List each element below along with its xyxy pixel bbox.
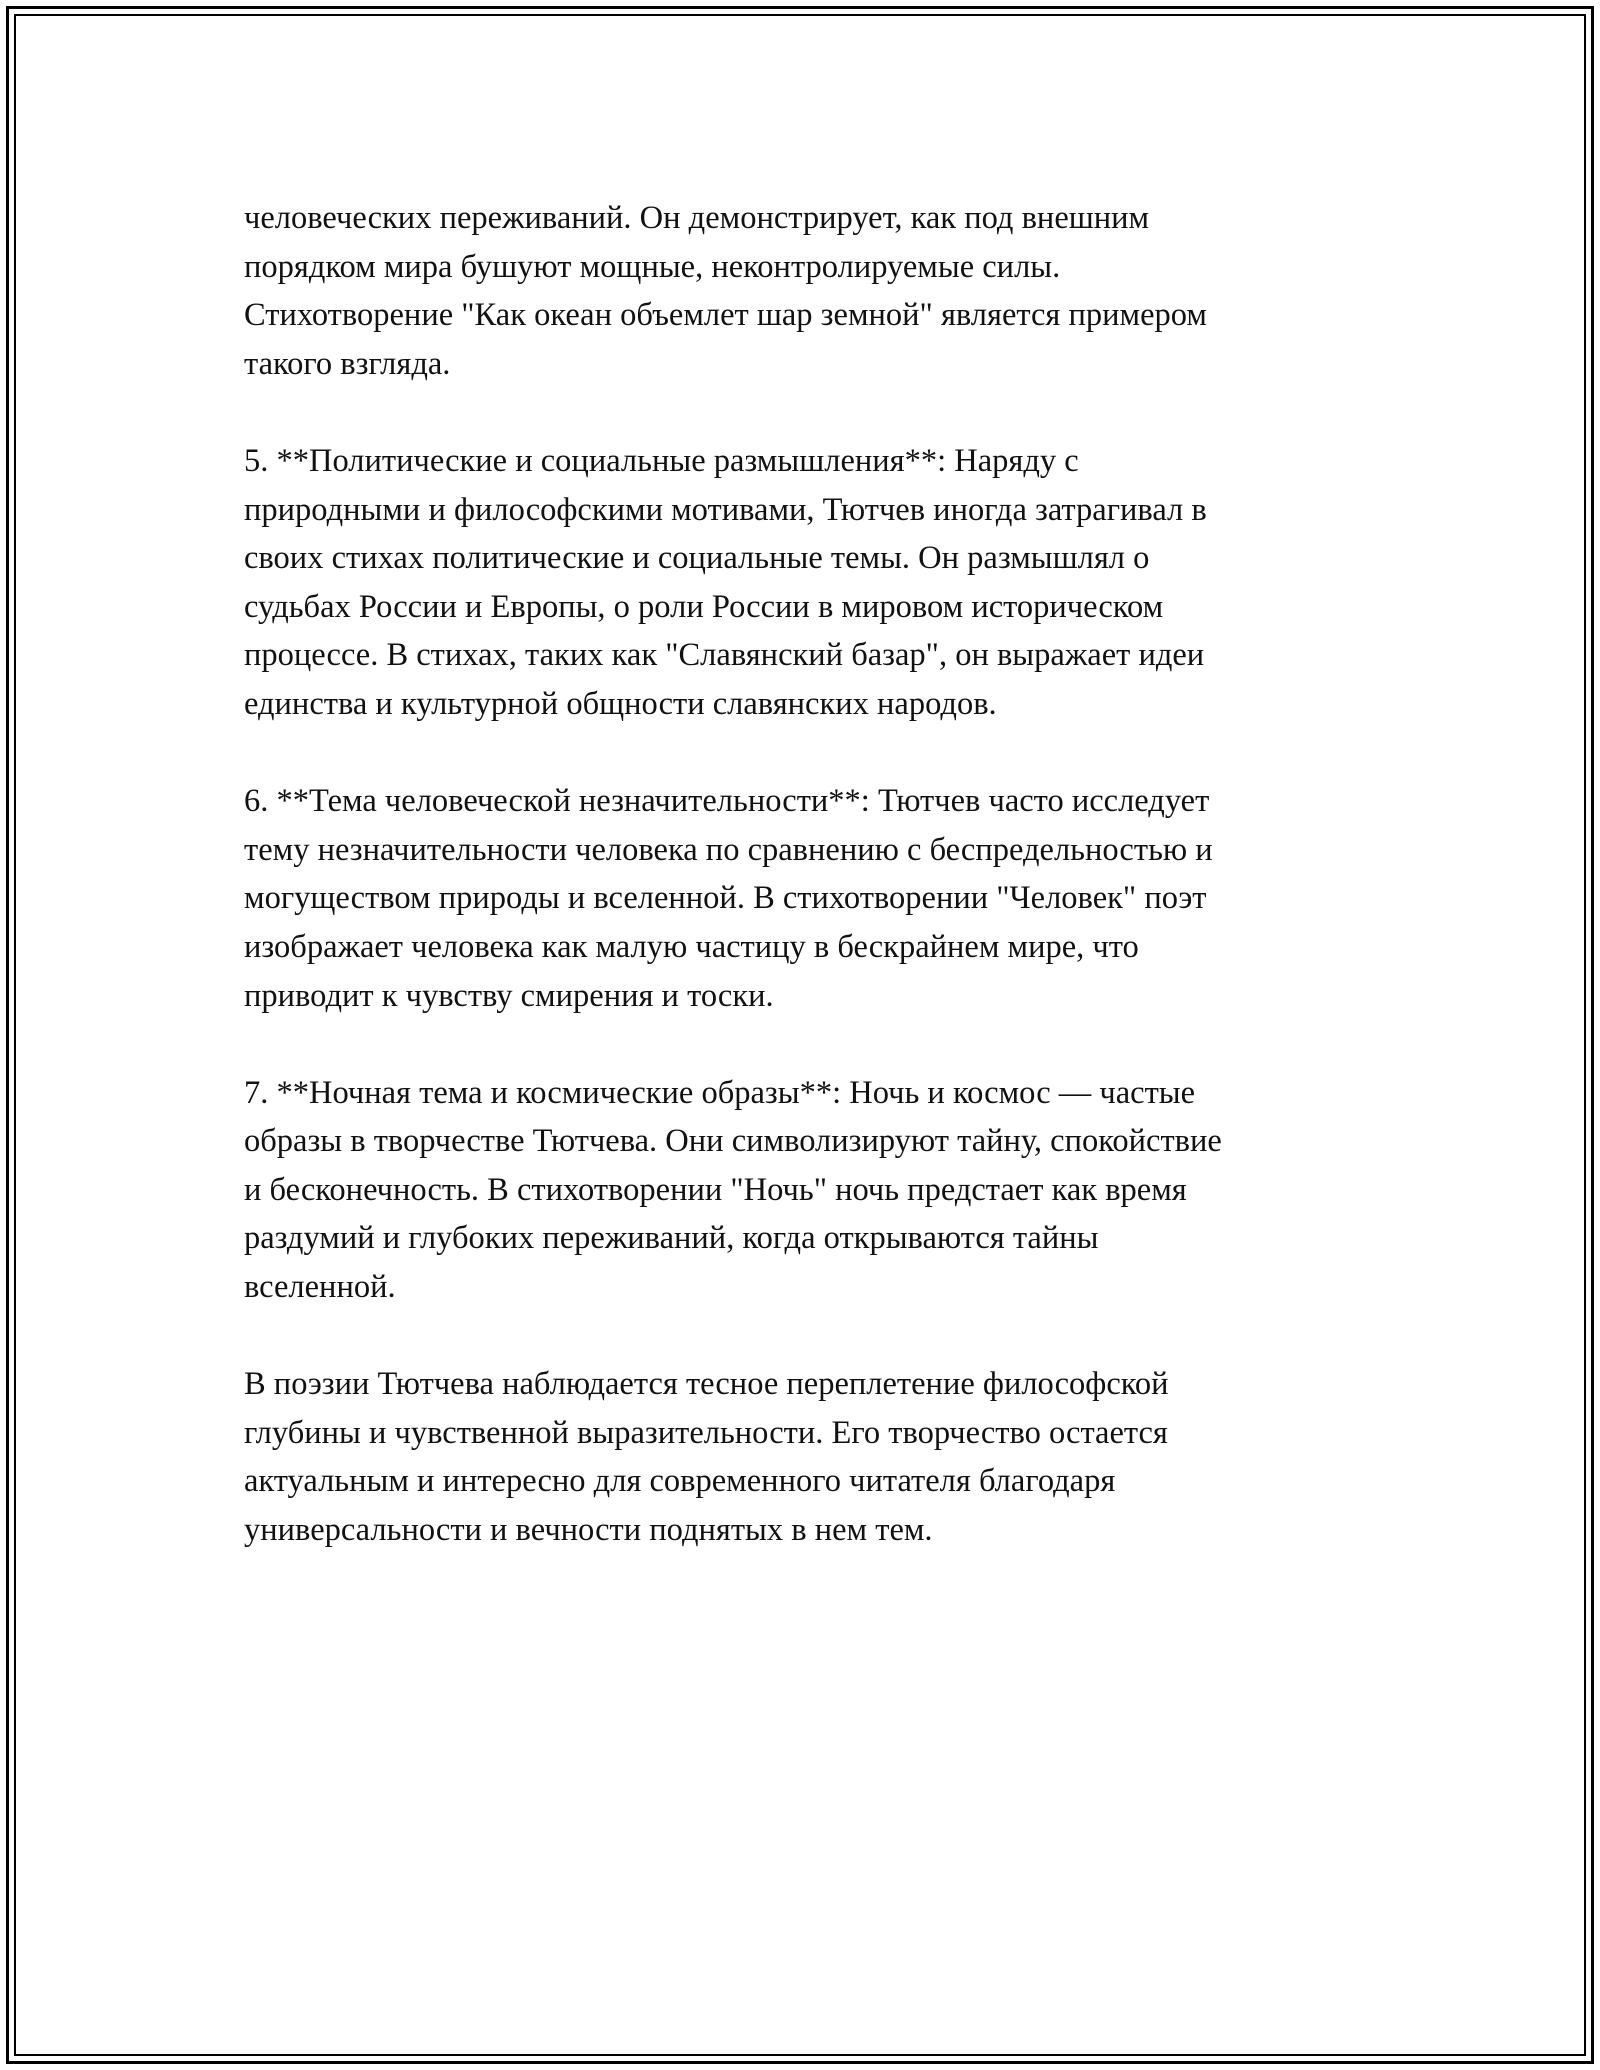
text-line: судьбах России и Европы, о роли России в мировом историческом bbox=[244, 588, 1164, 625]
text-line: порядком мира бушуют мощные, неконтролируемые силы. bbox=[244, 248, 1061, 285]
text-line: приводит к чувству смирения и тоски. bbox=[244, 977, 774, 1014]
text-line: Стихотворение "Как океан объемлет шар земной" является примером bbox=[244, 297, 1207, 334]
text-line: 5. **Политические и социальные размышления**: Наряду с bbox=[244, 442, 1079, 479]
text-line: универсальности и вечности поднятых в нем тем. bbox=[244, 1512, 933, 1549]
text-line: тему незначительности человека по сравнению с беспредельностью и bbox=[244, 831, 1213, 868]
text-line: такого взгляда. bbox=[244, 345, 451, 382]
text-line: единства и культурной общности славянских народов. bbox=[244, 685, 997, 722]
text-line: могуществом природы и вселенной. В стихотворении "Человек" поэт bbox=[244, 880, 1207, 917]
paragraph-continuation bbox=[244, 194, 1384, 388]
text-line: человеческих переживаний. Он демонстрирует, как под внешним bbox=[244, 200, 1150, 236]
text-line: 7. **Ночная тема и космические образы**: Ночь и космос — частые bbox=[244, 1074, 1196, 1111]
text-line: природными и философскими мотивами, Тютчев иногда затрагивал в bbox=[244, 491, 1207, 528]
text-line: В поэзии Тютчева наблюдается тесное переплетение философской bbox=[244, 1366, 1169, 1403]
paragraph-conclusion bbox=[244, 1360, 1384, 1554]
text-line: процессе. В стихах, таких как "Славянский базар", он выражает идеи bbox=[244, 637, 1205, 674]
text-line: своих стихах политические и социальные темы. Он размышлял о bbox=[244, 540, 1150, 577]
document-body bbox=[244, 194, 1384, 1603]
paragraph-item-7 bbox=[244, 1069, 1384, 1312]
paragraph-item-6 bbox=[244, 777, 1384, 1020]
text-line: глубины и чувственной выразительности. Его творчество остается bbox=[244, 1414, 1168, 1451]
text-line: 6. **Тема человеческой незначительности**: Тютчев часто исследует bbox=[244, 783, 1210, 820]
text-line: и бесконечность. В стихотворении "Ночь" ночь предстает как время bbox=[244, 1171, 1187, 1208]
text-line: изображает человека как малую частицу в бескрайнем мире, что bbox=[244, 928, 1139, 965]
text-line: актуальным и интересно для современного читателя благодаря bbox=[244, 1463, 1116, 1500]
text-line: вселенной. bbox=[244, 1269, 396, 1306]
text-line: образы в творчестве Тютчева. Они символизируют тайну, спокойствие bbox=[244, 1123, 1222, 1160]
page-border bbox=[6, 6, 1594, 2064]
text-line: раздумий и глубоких переживаний, когда открываются тайны bbox=[244, 1220, 1099, 1257]
paragraph-item-5 bbox=[244, 437, 1384, 729]
